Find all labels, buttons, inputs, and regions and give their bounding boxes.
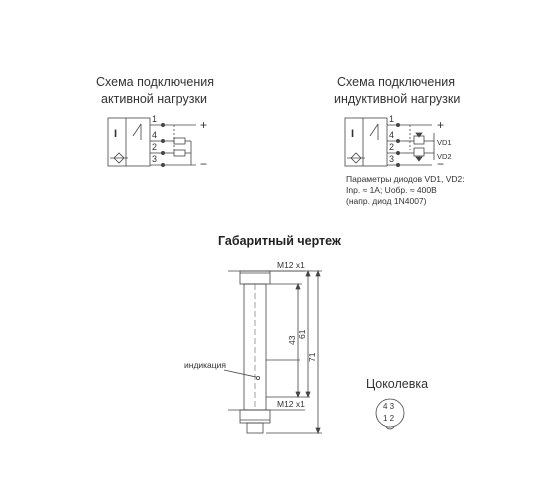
inductive-sensor-symbol: I [351, 128, 355, 140]
active-pin-1: 1 [152, 114, 158, 124]
active-pin-4: 4 [152, 130, 158, 140]
dim-61-label: 61 [297, 329, 307, 339]
diode-note-2: Inp. ≈ 1A; Uобр. ≈ 400В [346, 185, 437, 195]
connector [247, 423, 263, 433]
pinout-row-bottom: 1 2 [383, 414, 395, 423]
drawing-title: Габаритный чертеж [218, 234, 341, 248]
diode-vd2-label: VD2 [437, 152, 452, 161]
diode-note-3: (напр. диод 1N4007) [346, 196, 427, 206]
bottom-thread [240, 410, 270, 423]
pinout-row-top: 4 3 [383, 402, 395, 411]
indication-label: индикация [184, 360, 227, 370]
inductive-minus: − [437, 157, 445, 171]
thread-top-label: M12 x1 [277, 260, 305, 270]
diode-note-1: Параметры диодов VD1, VD2: [346, 174, 465, 184]
dim-71-label: 71 [307, 352, 317, 362]
active-pin-2: 2 [152, 142, 158, 152]
inductive-plus: + [437, 118, 445, 132]
diode-notes [346, 174, 465, 207]
active-sensor-symbol: I [114, 128, 118, 140]
inductive-caption-line1: Схема подключения [337, 75, 455, 89]
active-caption-line1: Схема подключения [96, 75, 214, 89]
active-plus: + [200, 118, 208, 132]
inductive-pin-3: 3 [389, 154, 395, 164]
diode-vd1-label: VD1 [437, 138, 452, 147]
inductive-pin-1: 1 [389, 114, 395, 124]
inductive-pin-2: 2 [389, 142, 395, 152]
active-pin-3: 3 [152, 154, 158, 164]
dimensional-drawing [224, 271, 322, 433]
indication-led [256, 376, 259, 379]
active-caption-line2: активной нагрузки [101, 92, 207, 106]
inductive-pin-4: 4 [389, 130, 395, 140]
dim-43-label: 43 [287, 335, 297, 345]
pinout-title: Цоколевка [366, 377, 429, 391]
thread-bottom-label: M12 x1 [277, 399, 305, 409]
inductive-caption-line2: индуктивной нагрузки [334, 92, 461, 106]
active-minus: − [200, 157, 208, 171]
